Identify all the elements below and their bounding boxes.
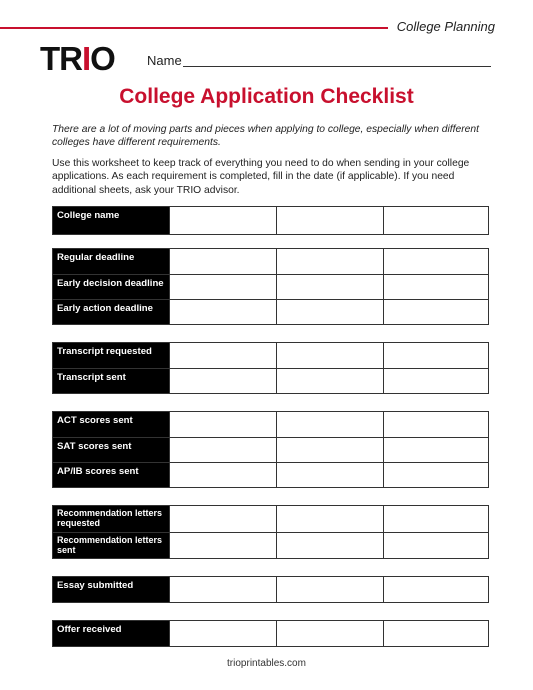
table-row: [53, 299, 488, 324]
row-label: ACT scores sent: [53, 412, 169, 437]
date-cell[interactable]: [276, 577, 383, 602]
group-essay: [52, 576, 489, 603]
row-label: Transcript sent: [53, 369, 169, 393]
row-label: SAT scores sent: [53, 438, 169, 462]
date-cell[interactable]: [169, 621, 276, 646]
group-recommendations: [52, 505, 489, 559]
group-scores: [52, 411, 489, 488]
footer-url: trioprintables.com: [227, 658, 306, 669]
date-cell[interactable]: [169, 343, 276, 368]
header-category: College Planning: [396, 19, 495, 34]
date-cell[interactable]: [169, 577, 276, 602]
row-label: College name: [53, 207, 169, 234]
row-label: Early decision deadline: [53, 275, 169, 299]
date-cell[interactable]: [169, 463, 276, 487]
date-cell[interactable]: [276, 412, 383, 437]
group-college-name: [52, 206, 489, 235]
date-cell[interactable]: [383, 577, 488, 602]
table-row: [53, 577, 488, 602]
table-row: [53, 207, 488, 234]
table-row: [53, 437, 488, 462]
date-cell[interactable]: [169, 275, 276, 299]
row-label: Offer received: [53, 621, 169, 646]
row-label: Regular deadline: [53, 249, 169, 274]
date-cell[interactable]: [383, 275, 488, 299]
group-deadlines: [52, 248, 489, 325]
date-cell[interactable]: [276, 369, 383, 393]
date-cell[interactable]: [383, 369, 488, 393]
name-field-line[interactable]: [183, 66, 491, 67]
date-cell[interactable]: [169, 300, 276, 324]
date-cell[interactable]: [169, 369, 276, 393]
date-cell[interactable]: [276, 275, 383, 299]
row-label: Transcript requested: [53, 343, 169, 368]
date-cell[interactable]: [383, 506, 488, 532]
header-rule: [0, 27, 388, 29]
name-label: Name: [147, 53, 182, 68]
date-cell[interactable]: [276, 438, 383, 462]
row-label: Recommendation letters requested: [53, 506, 169, 532]
date-cell[interactable]: [383, 343, 488, 368]
table-row: [53, 506, 488, 532]
table-row: [53, 412, 488, 437]
date-cell[interactable]: [276, 300, 383, 324]
date-cell[interactable]: [383, 300, 488, 324]
date-cell[interactable]: [383, 533, 488, 558]
instructions-text: Use this worksheet to keep track of everything you need to do when sending in your college applications. As each requirement is completed, fill in the date (if applicable). If you need additional sheets, ask your TRIO advisor.: [52, 158, 470, 196]
date-cell[interactable]: [383, 438, 488, 462]
row-label: AP/IB scores sent: [53, 463, 169, 487]
table-row: [53, 343, 488, 368]
date-cell[interactable]: [383, 621, 488, 646]
date-cell[interactable]: [383, 249, 488, 274]
date-cell[interactable]: [276, 463, 383, 487]
group-transcripts: [52, 342, 489, 394]
date-cell[interactable]: [276, 533, 383, 558]
date-cell[interactable]: [276, 249, 383, 274]
table-row: [53, 532, 488, 558]
row-label: Recommendation letters sent: [53, 533, 169, 558]
table-row: [53, 462, 488, 487]
date-cell[interactable]: [169, 506, 276, 532]
date-cell[interactable]: [169, 438, 276, 462]
group-offer: [52, 620, 489, 647]
date-cell[interactable]: [383, 207, 488, 234]
table-row: [53, 249, 488, 274]
date-cell[interactable]: [276, 343, 383, 368]
date-cell[interactable]: [276, 621, 383, 646]
row-label: Early action deadline: [53, 300, 169, 324]
date-cell[interactable]: [276, 506, 383, 532]
table-row: [53, 621, 488, 646]
table-row: [53, 274, 488, 299]
intro-text: There are a lot of moving parts and pieces when applying to college, especially when different colleges have different requirements.: [52, 124, 479, 149]
date-cell[interactable]: [169, 207, 276, 234]
date-cell[interactable]: [169, 249, 276, 274]
table-row: [53, 368, 488, 393]
date-cell[interactable]: [169, 533, 276, 558]
date-cell[interactable]: [169, 412, 276, 437]
date-cell[interactable]: [383, 463, 488, 487]
date-cell[interactable]: [276, 207, 383, 234]
row-label: Essay submitted: [53, 577, 169, 602]
page-title: College Application Checklist: [119, 85, 414, 108]
date-cell[interactable]: [383, 412, 488, 437]
trio-logo: TRIO: [40, 40, 115, 77]
